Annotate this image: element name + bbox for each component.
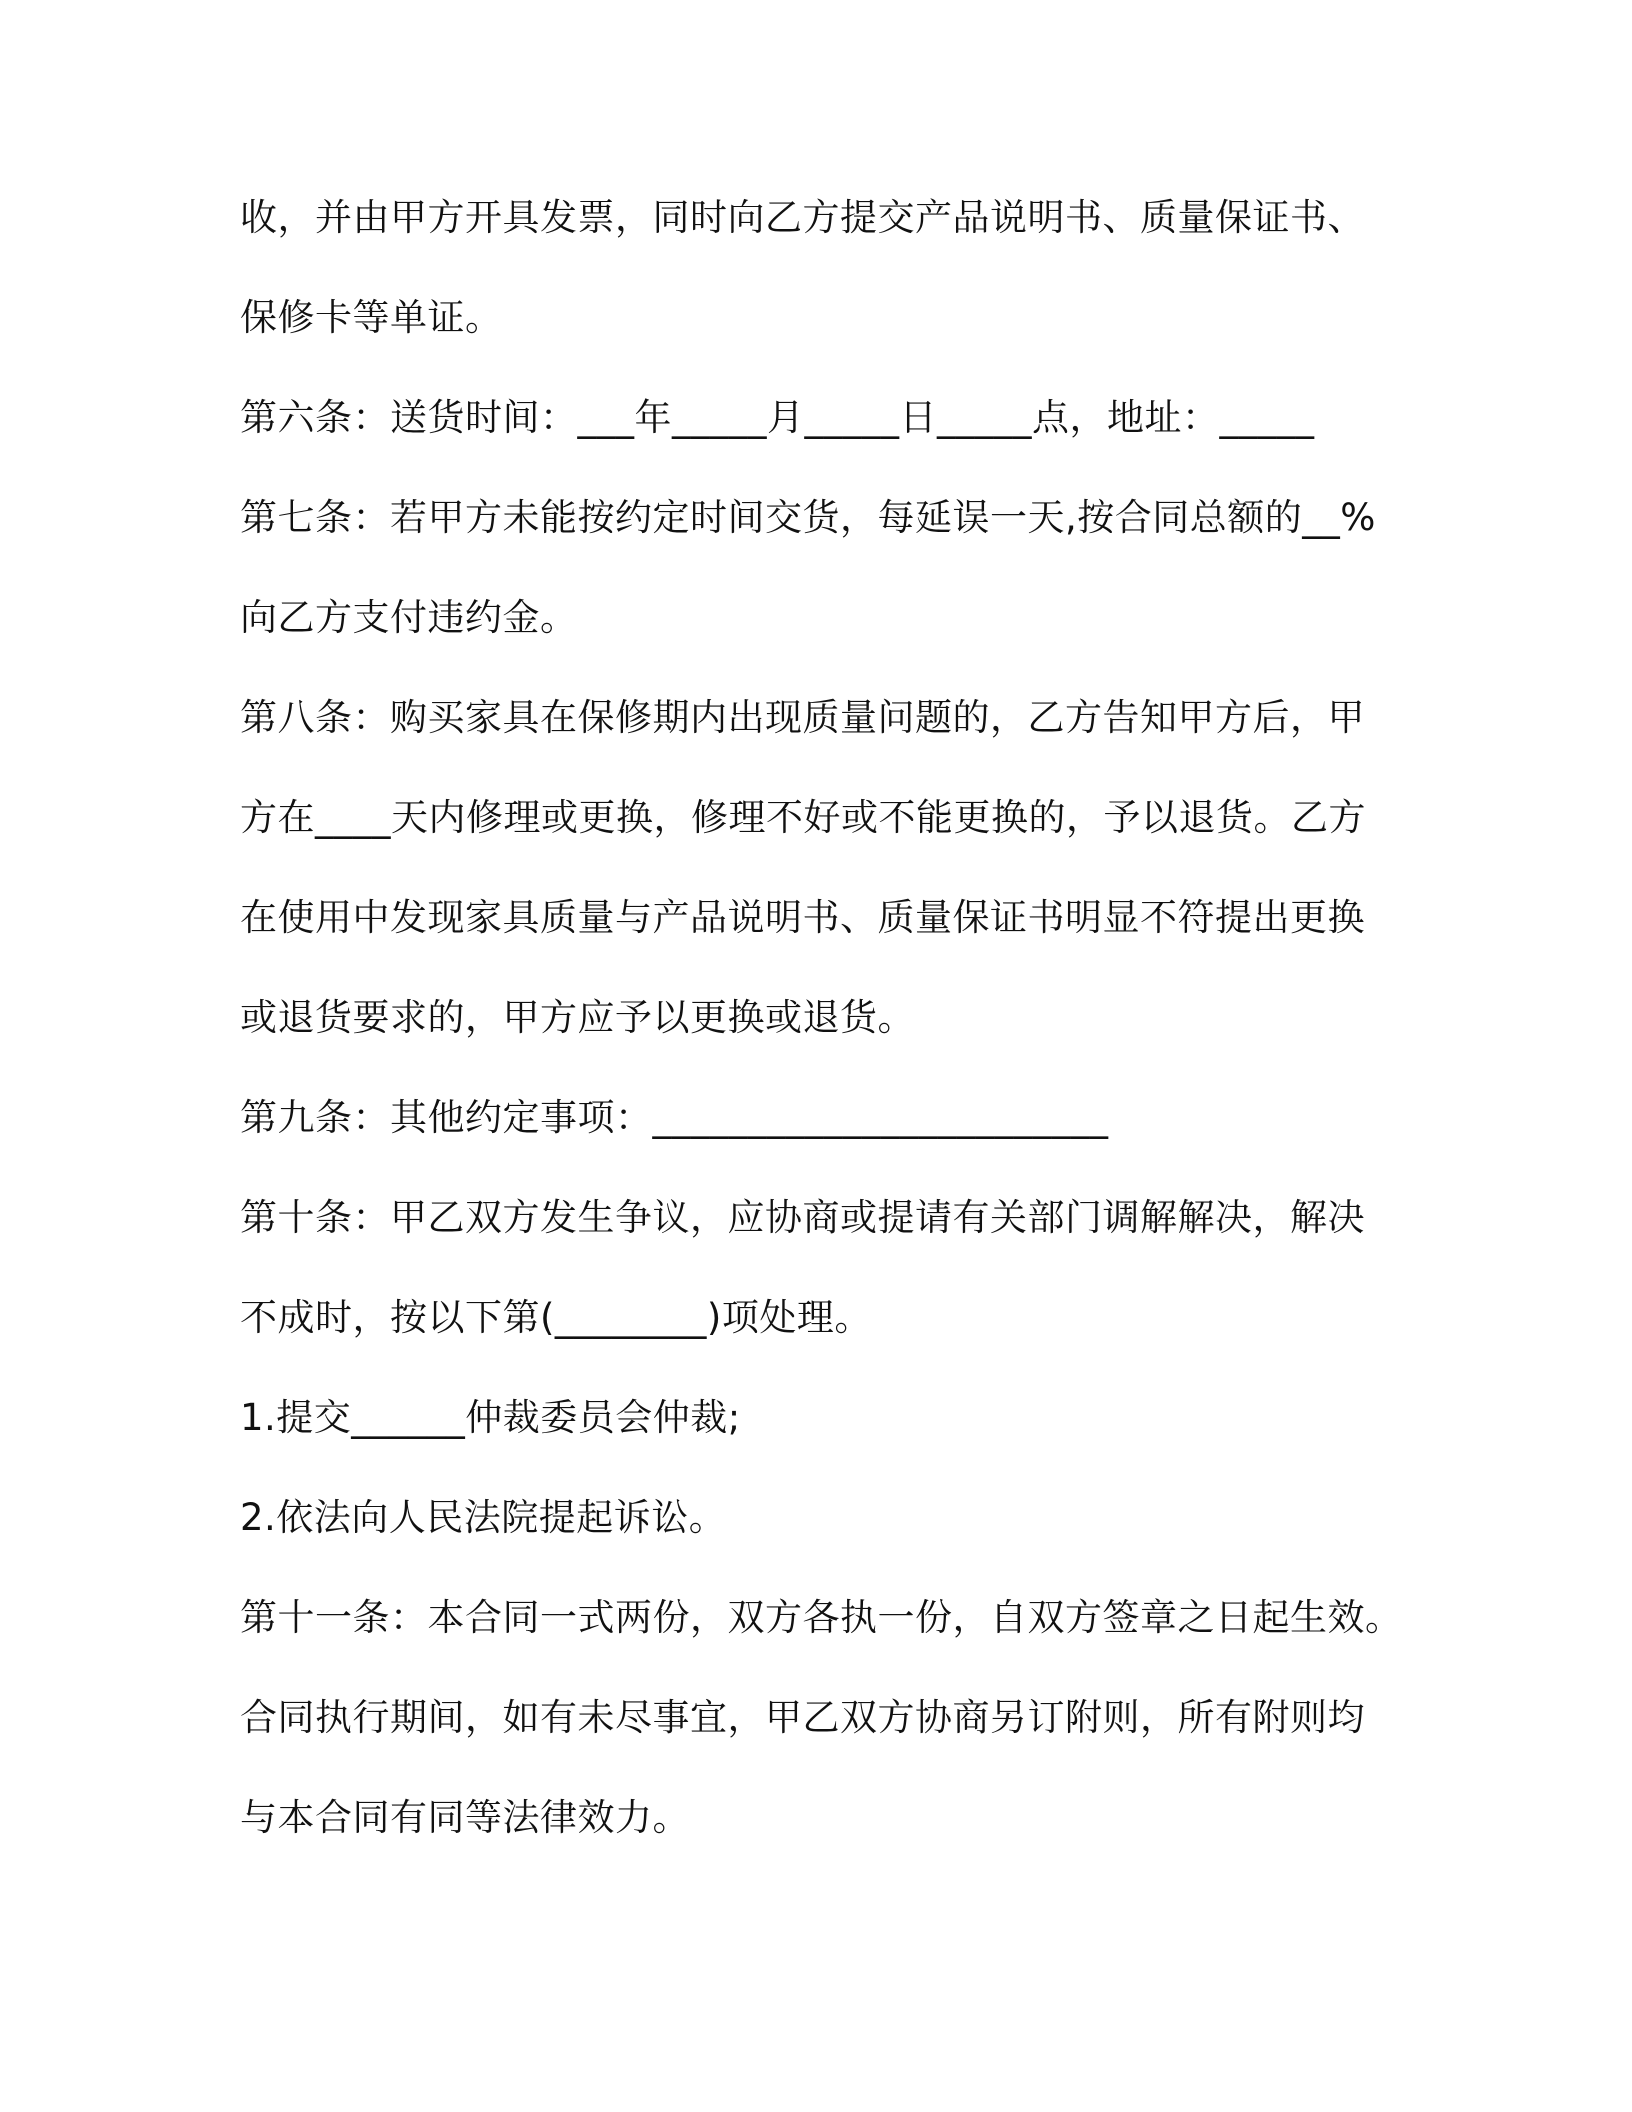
text-line: 不成时，按以下第(________)项处理。 [240, 1296, 872, 1339]
option-2-line: 2.依法向人民法院提起诉讼。 [240, 1496, 727, 1539]
article-10-line: 第十条：甲乙双方发生争议，应协商或提请有关部门调解解决，解决 [240, 1196, 1365, 1239]
article-9-line: 第九条：其他约定事项：________________________ [240, 1096, 1109, 1139]
article-8-line: 第八条：购买家具在保修期内出现质量问题的，乙方告知甲方后，甲 [240, 696, 1365, 739]
text-line: 或退货要求的，甲方应予以更换或退货。 [240, 996, 915, 1039]
text-line: 向乙方支付违约金。 [240, 596, 578, 639]
article-11-line: 第十一条：本合同一式两份，双方各执一份，自双方签章之日起生效。 [240, 1596, 1403, 1639]
text-line: 收，并由甲方开具发票，同时向乙方提交产品说明书、质量保证书、 [240, 196, 1365, 239]
text-line: 保修卡等单证。 [240, 296, 503, 339]
text-line: 在使用中发现家具质量与产品说明书、质量保证书明显不符提出更换 [240, 896, 1365, 939]
text-line: 合同执行期间，如有未尽事宜，甲乙双方协商另订附则，所有附则均 [240, 1696, 1365, 1739]
text-line: 与本合同有同等法律效力。 [240, 1796, 690, 1839]
article-6-line: 第六条：送货时间：___年_____月_____日_____点，地址：_____ [240, 396, 1315, 439]
option-1-line: 1.提交______仲裁委员会仲裁; [240, 1396, 741, 1439]
text-line: 方在____天内修理或更换，修理不好或不能更换的，予以退货。乙方 [240, 796, 1366, 839]
article-7-line: 第七条：若甲方未能按约定时间交货，每延误一天,按合同总额的__% [240, 496, 1376, 539]
